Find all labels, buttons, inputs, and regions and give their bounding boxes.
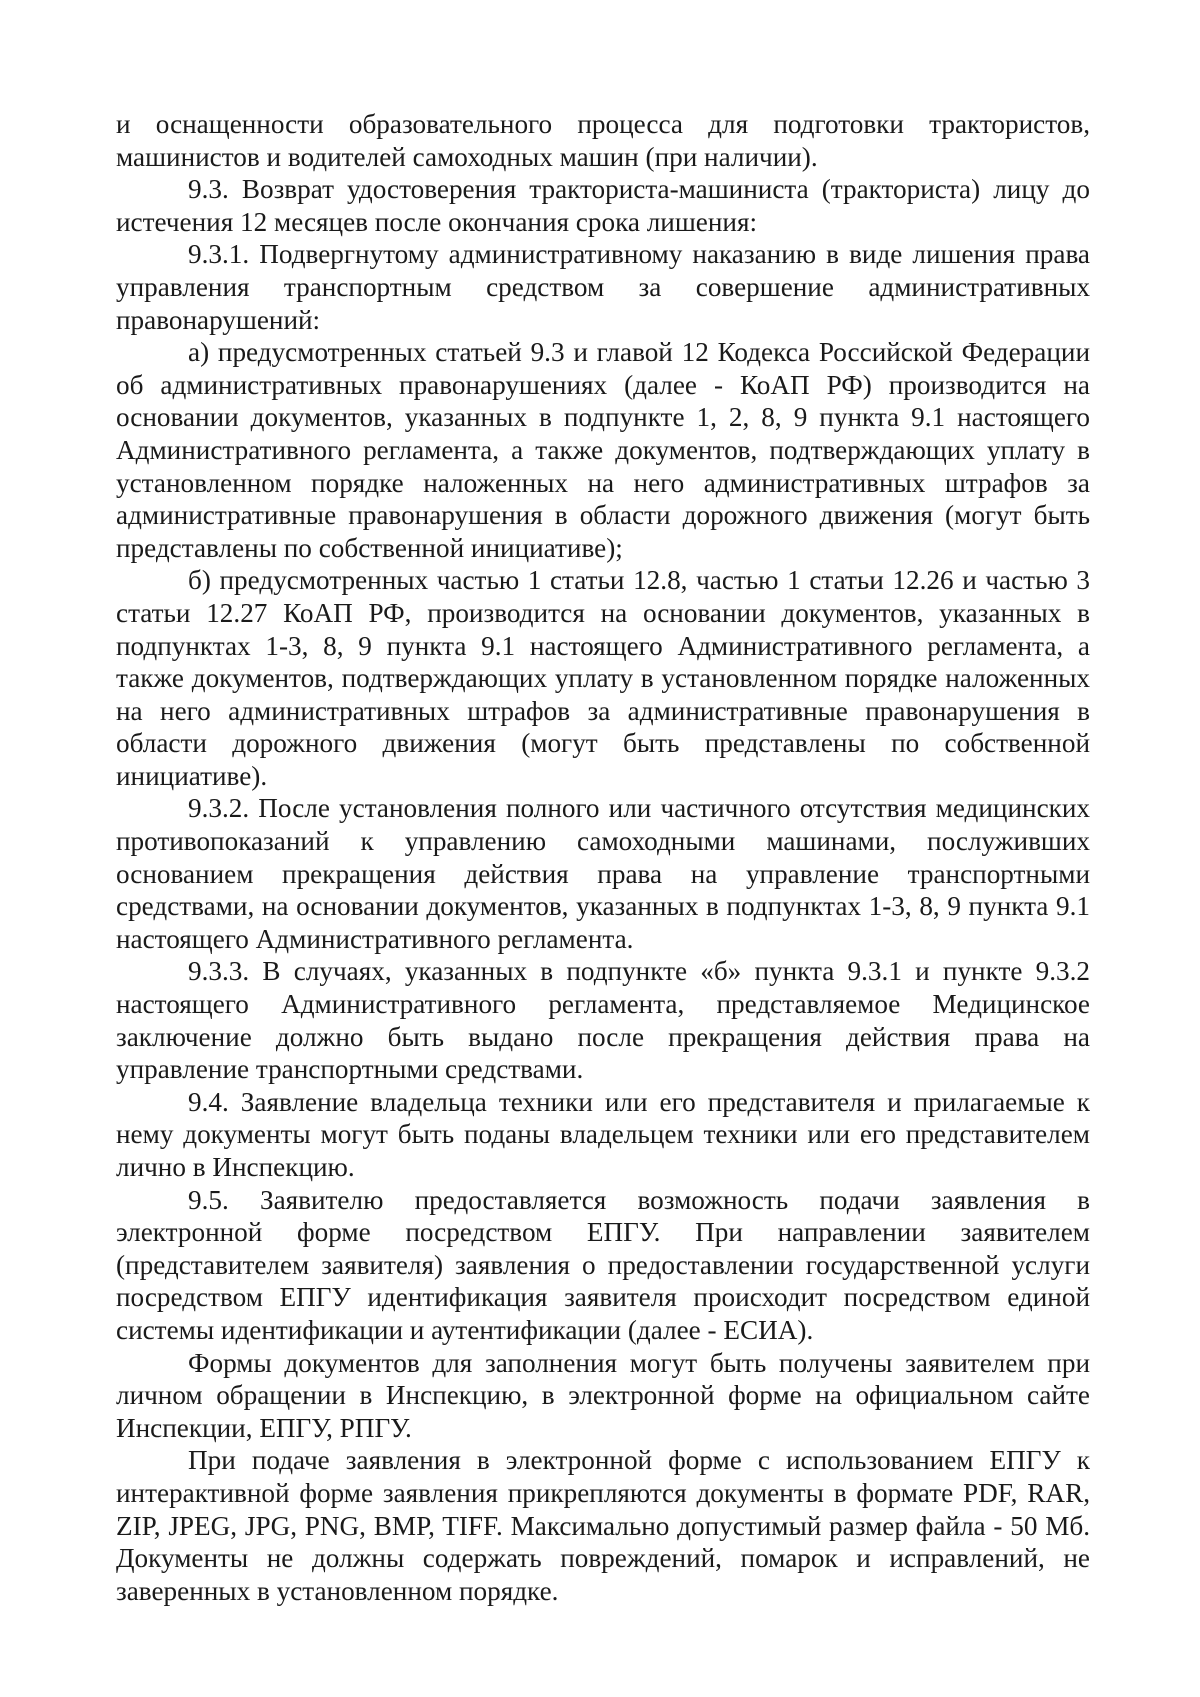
paragraph-continuation: и оснащенности образовательного процесса для подготовки трактористов, машинистов и водителей самоходных машин (при наличии). [116,109,1090,172]
paragraph-9-3-1-a: а) предусмотренных статьей 9.3 и главой 12 Кодекса Российской Федерации об административных правонарушениях (далее - КоАП РФ) производится на основании документов, указанных в подпункте 1, 2, 8, 9 пункта 9.1 настоящего Административного регламента, а также документов, подтверждающих уплату в установленном порядке наложенных на него административных штрафов за административные правонарушения в области дорожного движения (могут быть представлены по собственной инициативе); [116,337,1090,563]
paragraph-9-3-3: 9.3.3. В случаях, указанных в подпункте «б» пункта 9.3.1 и пункте 9.3.2 настоящего Административного регламента, представляемое Медицинское заключение должно быть выдано после прекращения действия права на управление транспортными средствами. [116,956,1090,1085]
paragraph-9-3: 9.3. Возврат удостоверения тракториста-машиниста (тракториста) лицу до истечения 12 месяцев после окончания срока лишения: [116,174,1090,237]
paragraph-electronic-submission: При подаче заявления в электронной форме с использованием ЕПГУ к интерактивной форме заявления прикрепляются документы в формате PDF, RAR, ZIP, JPEG, JPG, PNG, BMP, TIFF. Максимально допустимый размер файла - 50 Мб. Документы не должны содержать повреждений, помарок и исправлений, не заверенных в установленном порядке. [116,1445,1091,1606]
document-page [116,108,1090,1607]
paragraph-9-5: 9.5. Заявителю предоставляется возможность подачи заявления в электронной форме посредством ЕПГУ. При направлении заявителем (представителем заявителя) заявления о предоставлении государственной услуги посредством ЕПГУ идентификация заявителя происходит посредством единой системы идентификации и аутентификации (далее - ЕСИА). [116,1184,1090,1345]
paragraph-9-3-2: 9.3.2. После установления полного или частичного отсутствия медицинских противопоказаний к управлению самоходными машинами, послуживших основанием прекращения действия права на управление транспортными средствами, на основании документов, указанных в подпунктах 1-3, 8, 9 пункта 9.1 настоящего Административного регламента. [116,793,1090,954]
paragraph-forms: Формы документов для заполнения могут быть получены заявителем при личном обращении в Инспекцию, в электронной форме на официальном сайте Инспекции, ЕПГУ, РПГУ. [116,1347,1090,1443]
paragraph-9-4: 9.4. Заявление владельца техники или его представителя и прилагаемые к нему документы могут быть поданы владельцем техники или его представителем лично в Инспекцию. [116,1086,1090,1182]
paragraph-9-3-1: 9.3.1. Подвергнутому административному наказанию в виде лишения права управления транспортным средством за совершение административных правонарушений: [116,239,1090,335]
paragraph-9-3-1-b: б) предусмотренных частью 1 статьи 12.8, частью 1 статьи 12.26 и частью 3 статьи 12.27 КоАП РФ, производится на основании документов, указанных в подпунктах 1-3, 8, 9 пункта 9.1 настоящего Административного регламента, а также документов, подтверждающих уплату в установленном порядке наложенных на него административных штрафов за административные правонарушения в области дорожного движения (могут быть представлены по собственной инициативе). [116,565,1090,791]
